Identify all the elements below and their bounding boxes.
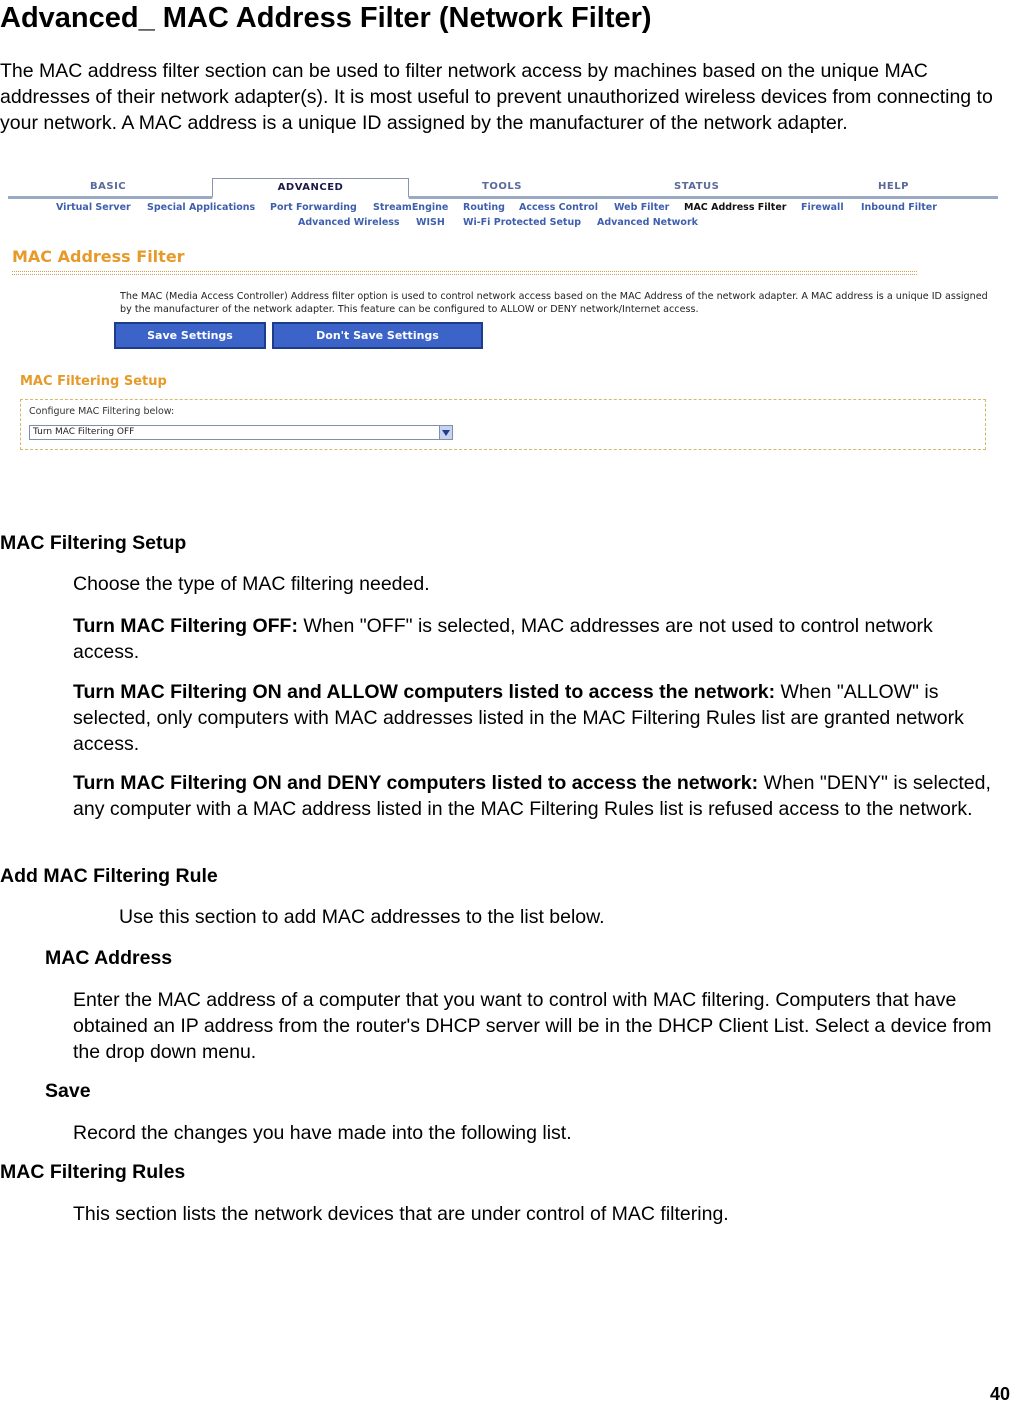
router-screenshot bbox=[4, 170, 1010, 478]
save-heading: Save bbox=[45, 1080, 91, 1102]
tab-basic[interactable]: BASIC bbox=[90, 181, 127, 192]
mac-filtering-select[interactable] bbox=[29, 425, 453, 440]
subnav-advanced-network[interactable]: Advanced Network bbox=[597, 217, 698, 228]
title-dotted-rule-1 bbox=[12, 271, 917, 272]
deny-option-label: Turn MAC Filtering ON and DENY computers listed to access the network: bbox=[73, 772, 759, 794]
mac-address-text: Enter the MAC address of a computer that you want to control with MAC filtering. Computers that have obtained an IP address from the router's DHCP server will be in the DHCP Client List. Select a device from the drop down menu. bbox=[73, 989, 992, 1063]
add-rule-heading: Add MAC Filtering Rule bbox=[0, 865, 218, 887]
tab-help[interactable]: HELP bbox=[878, 181, 909, 192]
subnav-wish[interactable]: WISH bbox=[416, 217, 445, 228]
intro-paragraph: The MAC address filter section can be used to filter network access by machines based on the unique MAC addresses of their network adapter(s). It is most useful to prevent unauthorized wireless devices from connecting to your network. A MAC address is a unique ID assigned by the manufacturer of the network adapter. bbox=[0, 60, 993, 134]
off-option-paragraph bbox=[73, 613, 973, 665]
off-option-label: Turn MAC Filtering OFF: bbox=[73, 615, 298, 637]
allow-option-text: When "ALLOW" is selected, only computers with MAC addresses listed in the MAC Filtering Rules list are granted network access. bbox=[73, 681, 964, 755]
subnav-streamengine[interactable]: StreamEngine bbox=[373, 202, 449, 213]
allow-option-label: Turn MAC Filtering ON and ALLOW computers listed to access the network: bbox=[73, 681, 776, 703]
subnav-firewall[interactable]: Firewall bbox=[801, 202, 844, 213]
page-number: 40 bbox=[989, 1384, 1010, 1404]
subnav-advanced-wireless[interactable]: Advanced Wireless bbox=[298, 217, 400, 228]
document-title: Advanced_ MAC Address Filter (Network Filter) bbox=[0, 2, 652, 34]
subnav-virtual-server[interactable]: Virtual Server bbox=[56, 202, 131, 213]
subnav-web-filter[interactable]: Web Filter bbox=[614, 202, 670, 213]
tab-bar-underline bbox=[8, 196, 998, 199]
save-text: Record the changes you have made into the following list. bbox=[73, 1122, 572, 1144]
tab-status[interactable]: STATUS bbox=[674, 181, 720, 192]
subnav-mac-address-filter[interactable]: MAC Address Filter bbox=[684, 202, 787, 213]
screenshot-page-title: MAC Address Filter bbox=[12, 247, 185, 266]
subnav-routing[interactable]: Routing bbox=[463, 202, 505, 213]
tab-advanced[interactable]: ADVANCED bbox=[212, 178, 409, 199]
subnav-access-control[interactable]: Access Control bbox=[519, 202, 598, 213]
mac-address-heading: MAC Address bbox=[45, 947, 173, 969]
rules-text: This section lists the network devices that are under control of MAC filtering. bbox=[73, 1203, 729, 1225]
add-rule-text: Use this section to add MAC addresses to the list below. bbox=[119, 906, 605, 928]
subnav-special-applications[interactable]: Special Applications bbox=[147, 202, 256, 213]
off-option-text: When "OFF" is selected, MAC addresses are not used to control network access. bbox=[73, 615, 933, 663]
dont-save-settings-button[interactable]: Don't Save Settings bbox=[272, 322, 483, 349]
chevron-down-icon[interactable] bbox=[439, 426, 452, 439]
top-tab-bar bbox=[8, 178, 998, 198]
configure-filtering-label: Configure MAC Filtering below: bbox=[29, 406, 175, 417]
subnav-wifi-protected-setup[interactable]: Wi-Fi Protected Setup bbox=[463, 217, 582, 228]
deny-option-text: When "DENY" is selected, any computer with a MAC address listed in the MAC Filtering Rules list is refused access to the network. bbox=[73, 772, 991, 820]
setup-text: Choose the type of MAC filtering needed. bbox=[73, 573, 430, 595]
tab-tools[interactable]: TOOLS bbox=[482, 181, 522, 192]
screenshot-description: The MAC (Media Access Controller) Address filter option is used to control network access based on the MAC Address of the network adapter. A MAC address is a unique ID assigned by the manufacturer of the network adapter. This feature can be configured to ALLOW or DENY network/Internet access. bbox=[120, 291, 988, 315]
mac-filtering-setup-box bbox=[20, 399, 986, 450]
rules-heading: MAC Filtering Rules bbox=[0, 1161, 186, 1183]
mac-filtering-select-value: Turn MAC Filtering OFF bbox=[33, 427, 135, 437]
allow-option-paragraph bbox=[73, 679, 1013, 757]
setup-heading: MAC Filtering Setup bbox=[0, 532, 187, 554]
title-dotted-rule-2 bbox=[12, 274, 917, 275]
save-settings-button[interactable]: Save Settings bbox=[114, 322, 266, 349]
subnav-inbound-filter[interactable]: Inbound Filter bbox=[861, 202, 937, 213]
mac-filtering-setup-title: MAC Filtering Setup bbox=[20, 374, 167, 389]
subnav-port-forwarding[interactable]: Port Forwarding bbox=[270, 202, 357, 213]
deny-option-paragraph bbox=[73, 770, 998, 822]
